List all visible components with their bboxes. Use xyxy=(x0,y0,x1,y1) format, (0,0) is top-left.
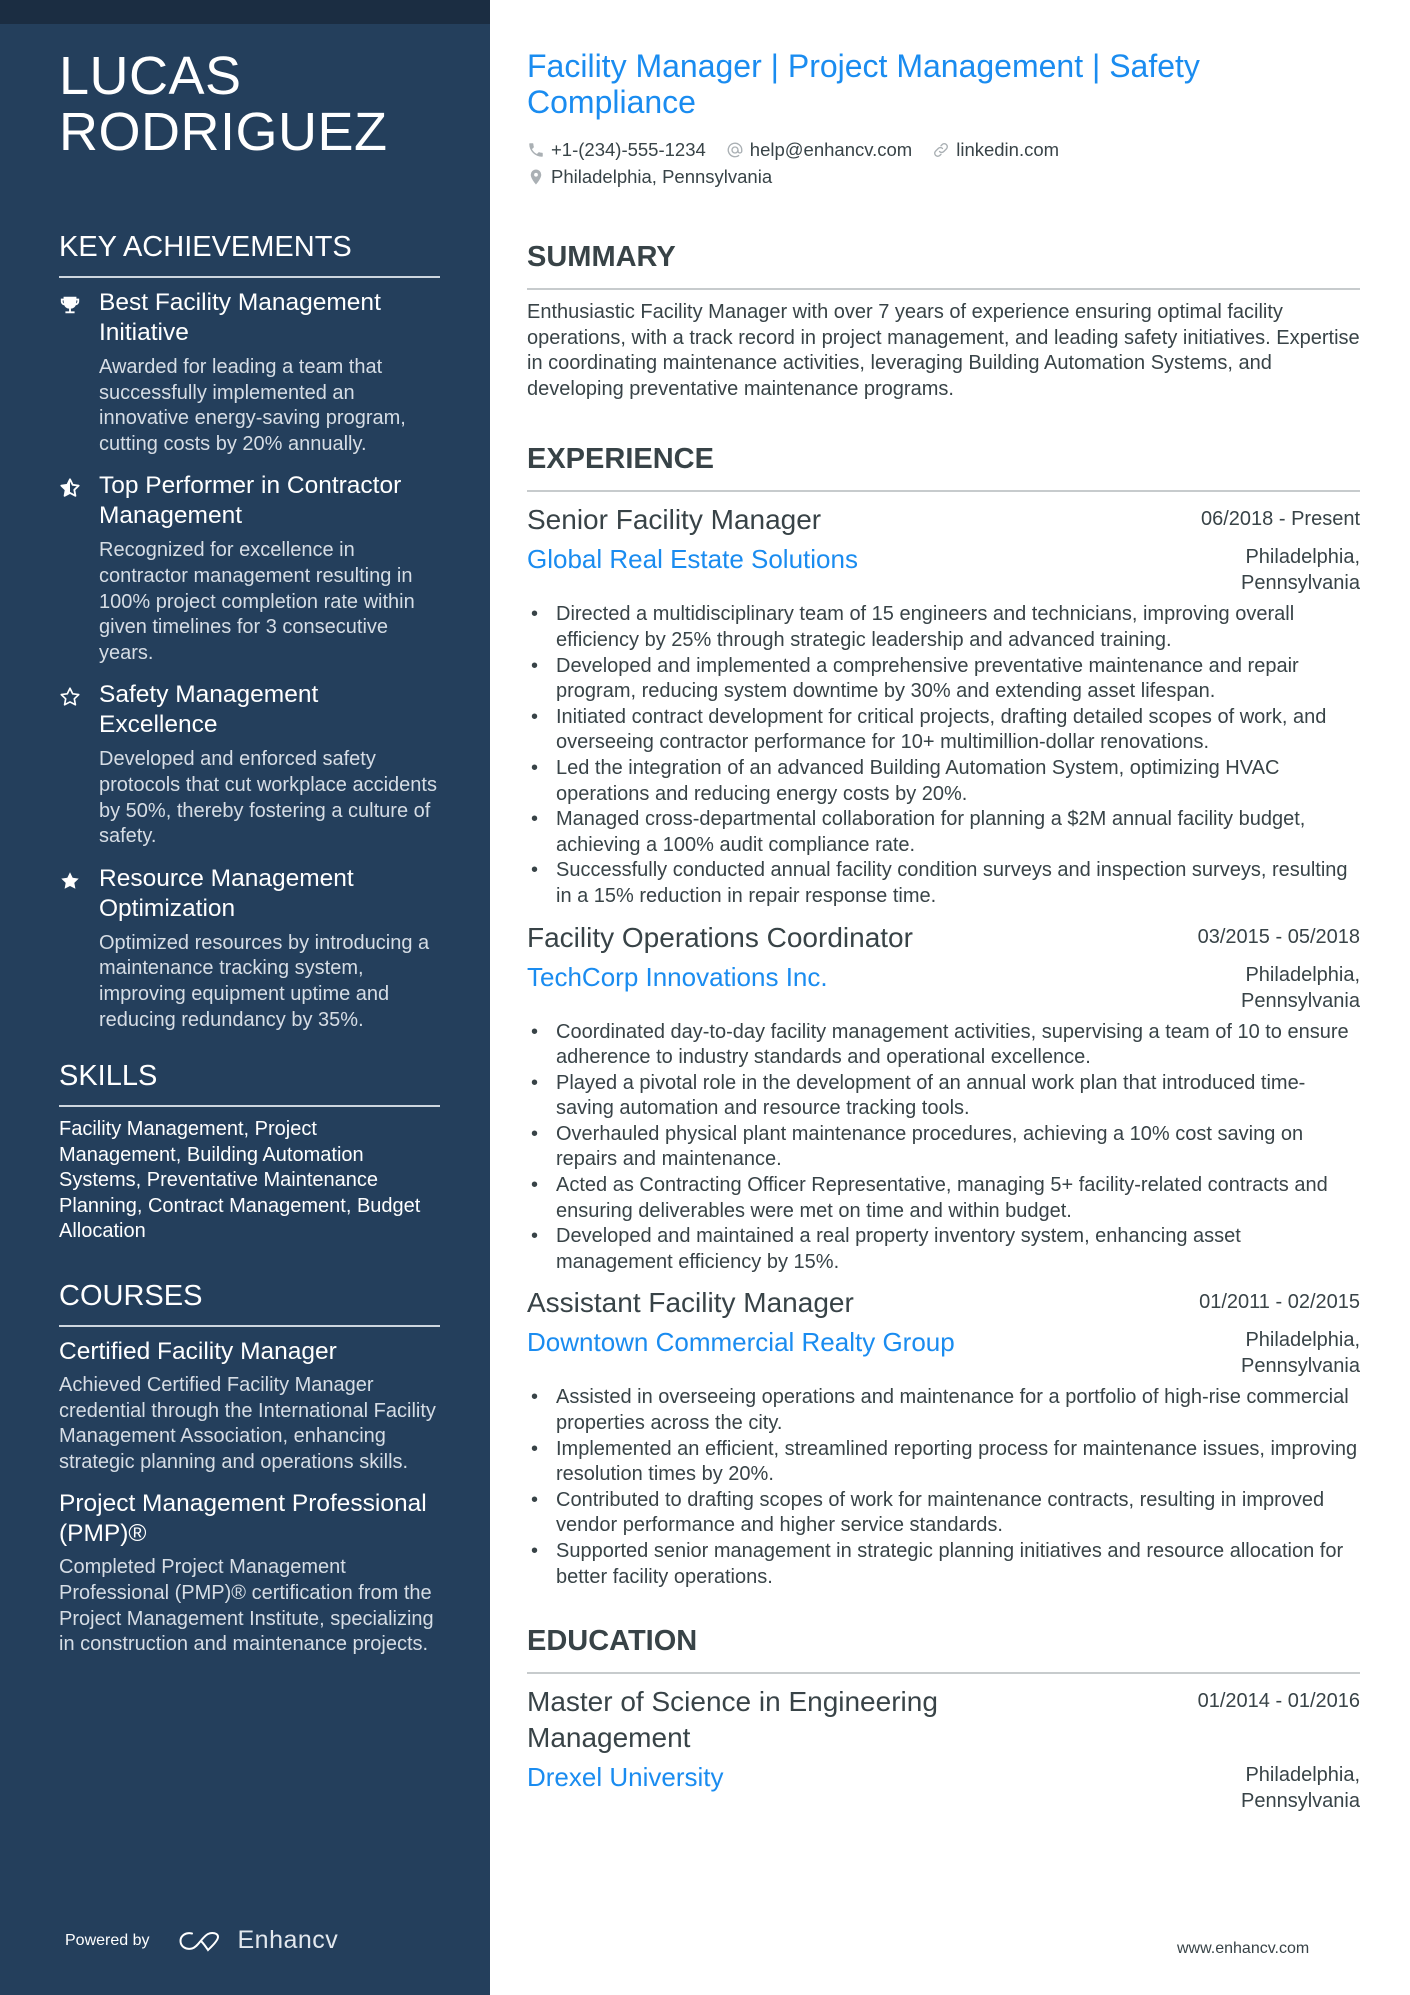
key-achievements-heading: KEY ACHIEVEMENTS xyxy=(59,230,440,278)
bullet-item: • Developed and maintained a real property inventory system, enhancing asset management efficiency by 15%. xyxy=(527,1224,1360,1275)
experience-section xyxy=(527,442,1360,1590)
enhancv-brand: Enhancv xyxy=(237,1926,339,1954)
footer-url-link[interactable]: www.enhancv.com xyxy=(1177,1940,1310,1957)
achievement-title: Safety Management Excellence xyxy=(99,681,319,739)
bullet-item: • Acted as Contracting Officer Representative, managing 5+ facility-related contracts and ensuring deliverables were met on time and within budget. xyxy=(527,1173,1360,1224)
achievement-item xyxy=(59,288,440,457)
education-section xyxy=(527,1624,1360,1814)
bullet-item: • Managed cross-departmental collaboration for planning a $2M annual facility budget, achieving a 100% audit compliance rate. xyxy=(527,807,1360,858)
job-title: Senior Facility Manager xyxy=(527,504,822,536)
location-city: Philadelphia, xyxy=(1245,963,1360,986)
job-dates: 06/2018 - Present xyxy=(1201,508,1360,531)
bullet-item: • Led the integration of an advanced Building Automation System, optimizing HVAC operations and reducing energy costs by 20%. xyxy=(527,756,1360,807)
candidate-name xyxy=(59,48,440,160)
half-star-icon xyxy=(59,471,99,666)
job-bullets xyxy=(527,602,1360,909)
bullet-item: • Coordinated day-to-day facility management activities, supervising a team of 10 to ensure adherence to industry standards and operational excellence. xyxy=(527,1020,1360,1071)
location-contact xyxy=(527,166,772,188)
education-dates: 01/2014 - 01/2016 xyxy=(1197,1690,1360,1713)
achievement-title: Resource Management Optimization xyxy=(99,864,354,922)
phone-icon xyxy=(527,141,545,159)
company-name: Downtown Commercial Realty Group xyxy=(527,1327,955,1358)
courses-section xyxy=(59,1279,440,1658)
course-description: Completed Project Management Professional (PMP)® certification from the Project Management Institute, specializing in construction and maintenance projects. xyxy=(59,1556,434,1656)
star-filled-icon xyxy=(59,864,99,1033)
course-item xyxy=(59,1489,440,1657)
course-item xyxy=(59,1337,440,1475)
skills-list: Facility Management, Project Management, Building Automation Systems, Preventative Maintenance Planning, Contract Management, Budget Allocation xyxy=(59,1118,421,1243)
key-achievements-section xyxy=(59,230,440,1033)
experience-entry xyxy=(527,502,1360,909)
powered-by xyxy=(65,1926,338,1955)
experience-heading: EXPERIENCE xyxy=(527,442,1360,492)
company-name: Global Real Estate Solutions xyxy=(527,544,858,575)
email-contact[interactable] xyxy=(726,139,912,161)
summary-text: Enthusiastic Facility Manager with over 7 years of experience ensuring optimal facility operations, with a track record in project management, and leading safety initiatives. Expertise in coordinating maintenance activities, leveraging Building Automation Systems, and developing preventative maintenance programs. xyxy=(527,301,1360,400)
name-last: RODRIGUEZ xyxy=(59,102,388,162)
link-icon xyxy=(932,141,950,159)
job-title: Facility Operations Coordinator xyxy=(527,921,913,953)
contact-row xyxy=(527,136,1360,163)
location-state: Pennsylvania xyxy=(1241,1790,1360,1813)
course-description: Achieved Certified Facility Manager credential through the International Facility Management Association, enhancing strategic planning and operations skills. xyxy=(59,1374,436,1473)
job-location xyxy=(1241,1327,1360,1379)
location-pin-icon xyxy=(527,168,545,186)
email-text: help@enhancv.com xyxy=(749,138,913,160)
school-name: Drexel University xyxy=(527,1762,724,1793)
job-location xyxy=(1241,962,1360,1014)
achievement-item xyxy=(59,471,440,666)
sidebar-content xyxy=(59,48,440,1672)
bullet-item: • Supported senior management in strategic planning initiatives and resource allocation for better facility operations. xyxy=(527,1539,1360,1590)
location-state: Pennsylvania xyxy=(1241,989,1360,1012)
link-text: linkedin.com xyxy=(956,138,1060,160)
bullet-item: • Directed a multidisciplinary team of 15 engineers and technicians, improving overall efficiency by 25% through strategic leadership and advanced training. xyxy=(527,602,1360,653)
location-city: Philadelphia, xyxy=(1245,1329,1360,1352)
location-state: Pennsylvania xyxy=(1241,1355,1360,1378)
achievement-item xyxy=(59,680,440,849)
trophy-icon xyxy=(59,288,99,457)
skills-section xyxy=(59,1059,440,1245)
bullet-item: • Initiated contract development for critical projects, drafting detailed scopes of work, and overseeing contractor performance for 10+ multimillion-dollar renovations. xyxy=(527,705,1360,756)
phone-contact[interactable] xyxy=(527,139,706,161)
degree-title: Master of Science in Engineering Management xyxy=(527,1686,938,1754)
bullet-item: • Assisted in overseeing operations and maintenance for a portfolio of high-rise commercial properties across the city. xyxy=(527,1385,1360,1436)
bullet-item: • Developed and implemented a comprehensive preventative maintenance and repair program, reducing system downtime by 30% and extending asset lifespan. xyxy=(527,654,1360,705)
headline: Facility Manager | Project Management | Safety Compliance xyxy=(527,48,1200,120)
location-city: Philadelphia, xyxy=(1245,1764,1360,1787)
location-text: Philadelphia, Pennsylvania xyxy=(551,165,773,187)
name-first: LUCAS xyxy=(59,46,242,106)
powered-by-label: Powered by xyxy=(65,1931,150,1949)
summary-heading: SUMMARY xyxy=(527,240,1360,290)
course-title: Certified Facility Manager xyxy=(59,1338,337,1366)
achievement-description: Developed and enforced safety protocols that cut workplace accidents by 50%, thereby fostering a culture of safety. xyxy=(99,748,437,848)
star-outline-icon xyxy=(59,680,99,849)
location-state: Pennsylvania xyxy=(1241,572,1360,595)
achievement-description: Optimized resources by introducing a maintenance tracking system, improving equipment uptime and reducing redundancy by 35%. xyxy=(99,931,430,1031)
link-contact[interactable] xyxy=(932,139,1059,161)
location-city: Philadelphia, xyxy=(1245,546,1360,569)
bullet-item: • Overhauled physical plant maintenance procedures, achieving a 10% cost saving on repairs and maintenance. xyxy=(527,1122,1360,1173)
job-title: Assistant Facility Manager xyxy=(527,1287,854,1319)
achievement-description: Recognized for excellence in contractor management resulting in 100% project completion rate within given timelines for 3 consecutive years. xyxy=(99,539,415,664)
bullet-item: • Played a pivotal role in the development of an annual work plan that introduced time-saving automation and resource tracking tools. xyxy=(527,1071,1360,1122)
skills-heading: SKILLS xyxy=(59,1059,440,1107)
contact-info xyxy=(527,136,1360,190)
education-location xyxy=(1241,1762,1360,1814)
experience-entry xyxy=(527,920,1360,1276)
sidebar xyxy=(0,0,490,1995)
main-content xyxy=(527,48,1360,1824)
experience-entry xyxy=(527,1285,1360,1590)
enhancv-logo-icon xyxy=(178,1929,224,1953)
bullet-item: • Contributed to drafting scopes of work for maintenance contracts, resulting in improved vendor performance and higher service standards. xyxy=(527,1488,1360,1539)
bullet-item: • Implemented an efficient, streamlined reporting process for maintenance issues, improving resolution times by 20%. xyxy=(527,1437,1360,1488)
achievement-title: Top Performer in Contractor Management xyxy=(99,472,402,530)
job-dates: 03/2015 - 05/2018 xyxy=(1197,925,1360,948)
contact-row xyxy=(527,163,1360,190)
bullet-item: • Successfully conducted annual facility condition surveys and inspection surveys, resulting in a 15% reduction in repair response time. xyxy=(527,858,1360,909)
job-dates: 01/2011 - 02/2015 xyxy=(1199,1291,1360,1314)
education-heading: EDUCATION xyxy=(527,1624,1360,1674)
summary-section xyxy=(527,240,1360,402)
achievement-title: Best Facility Management Initiative xyxy=(99,289,381,346)
company-name: TechCorp Innovations Inc. xyxy=(527,961,828,992)
achievement-item xyxy=(59,864,440,1033)
enhancv-logo-link[interactable] xyxy=(178,1926,339,1955)
phone-text: +1-(234)-555-1234 xyxy=(551,138,706,160)
course-title: Project Management Professional (PMP)® xyxy=(59,1490,427,1548)
achievement-description: Awarded for leading a team that successfully implemented an innovative energy-saving program, cutting costs by 20% annually. xyxy=(99,356,406,455)
at-icon xyxy=(726,141,744,159)
courses-heading: COURSES xyxy=(59,1279,440,1327)
job-bullets xyxy=(527,1385,1360,1590)
sidebar-top-strip xyxy=(0,0,490,24)
job-bullets xyxy=(527,1020,1360,1276)
education-entry xyxy=(527,1684,1360,1814)
job-location xyxy=(1241,544,1360,596)
